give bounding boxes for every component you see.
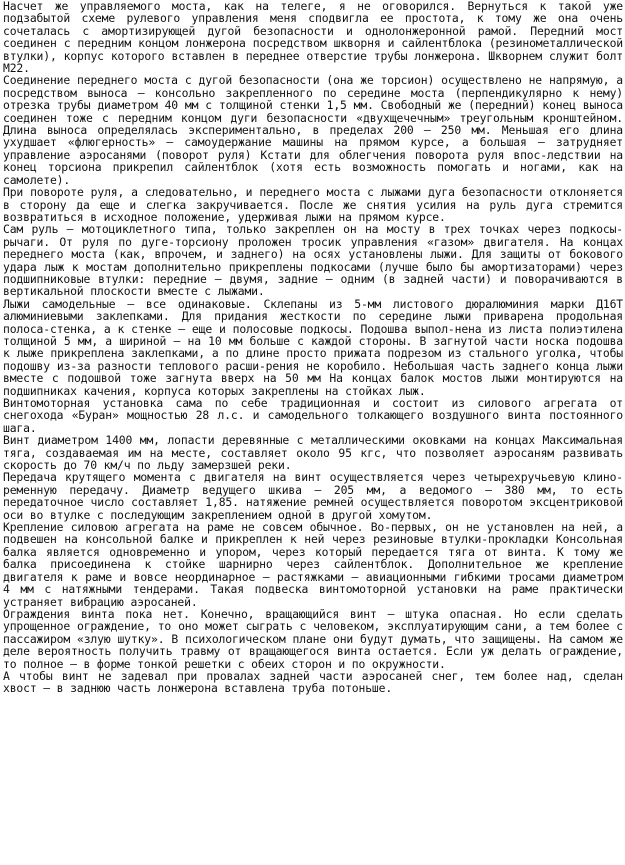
paragraph-1: Насчет же управляемого моста, как на телеге, я не оговорился. Вернуться к такой уже подзабытой схеме рулевого управления меня сподвигла ее простота, к тому же она очень сочеталась с амортизирующей дугой безопасности и однолонжеронной рамой. Передний мост соединен с передним концом лонжерона посредством шкворня и сайлентблока (резинометаллической втулки), корпус которого вставлен в переднее отверстие трубы лонжерона. Шкворнем служит болт М22. [3,0,623,76]
paragraph-3: При повороте руля, а следовательно, и переднего моста с лыжами дуга безопасности отклоняется в сторону да еще и слегка закручивается. После же снятия усилия на руль дуга стремится возвратиться в исходное положение, удерживая лыжи на прямом курсе. [3,185,623,224]
paragraph-10: Ограждения винта пока нет. Конечно, вращающийся винт – штука опасная. Но если сделать упрощенное ограждение, то оно может сыграть с человеком, эксплуатирующим сани, а тем более с пассажиром «злую шутку». В психологическом плане они будут думать, что защищены. На самом же деле вероятность получить травму от вращающегося винта остается. Если уж делать ограждение, то полное – в форме тонкой решетки с обеих сторон и по окружности. [3,606,623,671]
paragraph-7: Винт диаметром 1400 мм, лопасти деревянные с металлическими оковками на концах Максимальная тяга, создаваемая им на месте, составляет около 95 кгс, что позволяет аэросаням развивать скорость до 70 км/ч по льду замерзшей реки. [3,433,623,473]
paragraph-6: Винтомоторная установка сама по себе традиционная и состоит из силового агрегата от снегохода «Буран» мощностью 28 л.с. и самодельного толкающего воздушного винта постоянного шага. [3,396,623,435]
paragraph-11: А чтобы винт не задевал при провалах задней части аэросаней снег, тем более над, сделан хвост – в заднюю часть лонжерона вставлена труба потоньше. [3,668,623,696]
paragraph-9: Крепление силовою агрегата на раме не совсем обычное. Во-первых, он не установлен на ней, а подвешен на консольной балке и прикреплен к ней через резиновые втулки-прокладки Консольная балка является одновременно и упором, через который передается тяга от винта. К тому же балка присоединена к стойке шарнирно через сайлентблок. Дополнительное же крепление двигателя к раме и вовсе неординарное – растяжками – авиационными гибкими тросами диаметром 4 мм с натяжными тендерами. Такая подвеска винтомоторной установки на раме практически устраняет вибрацию аэросаней. [3,520,623,609]
paragraph-8: Передача крутящего момента с двигателя на винт осуществляется через четырехручьевую клино-ременную передачу. Диаметр ведущего шкива – 205 мм, а ведомого – 380 мм, то есть передаточное число составляет 1,85. натяжение ремней осуществляется поворотом эксцентриковой оси во втулке с последующим закреплением одной в другой хомутом. [3,470,623,522]
paragraph-5: Лыжи самодельные – все одинаковые. Склепаны из 5-мм листового дюралюминия марки Д16Т алюминиевыми заклепками. Для придания жесткости по середине лыжи приварена продольная полоса-стенка, а к стенке – еще и полосовые подкосы. Подошва выпол-нена из листа полиэтилена толщиной 5 мм, а шириной – на 10 мм больше с каждой стороны. В загнутой части носка подошва к лыже прикреплена заклепками, а по длине просто прижата подрезом из стального уголка, чтобы подошву из-за разности теплового расши-рения не коробило. Небольшая часть заднего конца лыжи вместе с подошвой тоже загнута вверх на 50 мм На концах балок мостов лыжи монтируются на подшипниках качения, корпуса которых закреплены на стойках лыж. [3,296,623,398]
paragraph-4: Сам руль – мотоциклетного типа, только закреплен он на мосту в трех точках через подкосы-рычаги. От руля по дуге-торсиону проложен тросик управления «газом» двигателя. На концах переднего моста (как, впрочем, и заднего) на осях установлены лыжи. Для защиты от бокового удара лыж к мостам дополнительно прикреплены подкосами (лучше было бы амортизаторами) через подшипниковые втулки: передние – двумя, задние – одним (в задней части) и поворачиваются в вертикальной плоскости вместе с лыжами. [3,222,623,299]
paragraph-2: Соединение переднего моста с дугой безопасности (она же торсион) осуществлено не напрямую, а посредством выноса – консольно закрепленного по середине моста (перпендикулярно к нему) отрезка трубы диаметром 40 мм с толщиной стенки 1,5 мм. Свободный же (передний) конец выноса соединен тоже с передним концом дуги безопасности «двухщечечным» треугольным кронштейном. Длина выноса определялась экспериментально, в пределах 200 – 250 мм. Меньшая его длина ухудшает «флюгерность» – самоудержание машины на прямом курсе, а большая – затрудняет управление аэросанями (поворот руля) Кстати для облегчения поворота руля впос-ледствии на конец торсиона прикрепил сайлентблок (хотя есть возможность помогать и ногами, как на самолете). [3,73,623,187]
